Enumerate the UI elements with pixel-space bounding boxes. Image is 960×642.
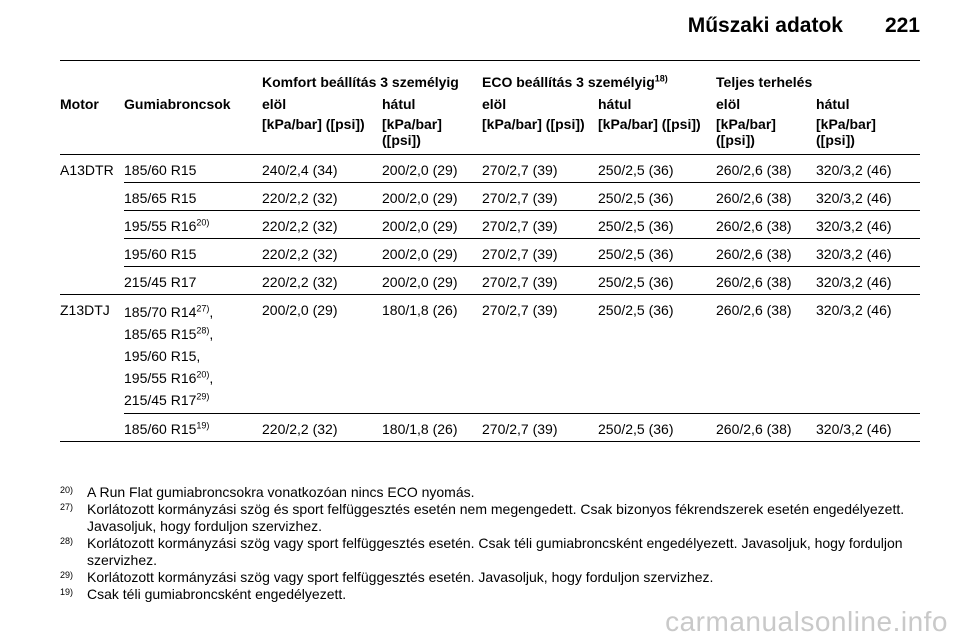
sub-header-row: [60, 96, 920, 116]
value-cell: 200/2,0 (29): [382, 266, 482, 294]
unit-header: [kPa/bar] ([psi]): [262, 116, 365, 132]
unit-header: [kPa/bar] ([psi]): [482, 116, 585, 132]
value-cell: 270/2,7 (39): [482, 413, 598, 441]
unit-header: [kPa/bar] ([psi]): [816, 116, 876, 148]
value-cell: 270/2,7 (39): [482, 210, 598, 238]
value-cell: 270/2,7 (39): [482, 154, 598, 182]
value-cell: 180/1,8 (26): [382, 294, 482, 413]
footnote-text: A Run Flat gumiabroncsokra vonatkozóan nincs ECO nyomás.: [87, 484, 475, 500]
footnote: [60, 569, 925, 586]
teljes-rear-header: hátul: [816, 96, 850, 112]
value-cell: 320/3,2 (46): [816, 210, 920, 238]
tyre-pressure-table: [60, 74, 920, 442]
footnote-text: Korlátozott kormányzási szög vagy sport felfüggesztés esetén. Javasoljuk, hogy forduljon szervizhez.: [87, 569, 714, 585]
tyre-line: 185/70 R14$^{27)}$,: [124, 302, 214, 320]
table-row: [60, 154, 920, 182]
footnote-mark: 28): [60, 536, 74, 546]
table-row: [60, 413, 920, 441]
eco-front-header: elöl: [482, 96, 507, 112]
footnote: [60, 586, 925, 603]
value-cell: 260/2,6 (38): [716, 294, 816, 413]
value-cell: 320/3,2 (46): [816, 413, 920, 441]
value-cell: 250/2,5 (36): [598, 210, 716, 238]
tyre-cell: 215/45 R17: [124, 266, 262, 294]
tyre-line: 195/60 R15,: [124, 347, 201, 364]
value-cell: 250/2,5 (36): [598, 413, 716, 441]
komfort-rear-header: hátul: [382, 96, 416, 112]
footnote: [60, 501, 925, 535]
unit-header: [kPa/bar] ([psi]): [716, 116, 776, 148]
footnote-text: Korlátozott kormányzási szög és sport felfüggesztés esetén nem megengedett. Csak bizonyos fékrendszerek esetén engedélyezett. Javasoljuk, hogy forduljon szervizhez.: [87, 501, 905, 534]
value-cell: 320/3,2 (46): [816, 238, 920, 266]
footnote: [60, 535, 925, 569]
value-cell: 260/2,6 (38): [716, 210, 816, 238]
value-cell: 200/2,0 (29): [382, 210, 482, 238]
value-cell: 220/2,2 (32): [262, 238, 382, 266]
tyre-line: 195/55 R16$^{20)}$,: [124, 368, 214, 386]
footnote: [60, 484, 925, 501]
value-cell: 260/2,6 (38): [716, 182, 816, 210]
footnote-ref: 20): [196, 368, 210, 379]
teljes-header: Teljes terhelés: [716, 74, 813, 90]
motor-cell: Z13DTJ: [60, 301, 110, 318]
value-cell: 240/2,4 (34): [262, 154, 382, 182]
footnote-mark: 19): [60, 587, 74, 597]
value-cell: 270/2,7 (39): [482, 182, 598, 210]
page-title: Műszaki adatok: [687, 14, 843, 37]
table-body: [60, 154, 920, 441]
tyre-cell: 195/55 R16$^{20)}$: [124, 210, 262, 238]
value-cell: 320/3,2 (46): [816, 154, 920, 182]
value-cell: 270/2,7 (39): [482, 294, 598, 413]
value-cell: 200/2,0 (29): [382, 154, 482, 182]
value-cell: 320/3,2 (46): [816, 294, 920, 413]
footnote-mark: 27): [60, 502, 74, 512]
value-cell: 260/2,6 (38): [716, 154, 816, 182]
table-row: [60, 238, 920, 266]
value-cell: 260/2,6 (38): [716, 413, 816, 441]
value-cell: 180/1,8 (26): [382, 413, 482, 441]
value-cell: 220/2,2 (32): [262, 210, 382, 238]
tyre-cell: 185/60 R15: [124, 154, 262, 182]
value-cell: 320/3,2 (46): [816, 266, 920, 294]
value-cell: 200/2,0 (29): [382, 238, 482, 266]
footnote-ref: 20): [196, 216, 210, 227]
tyre-line: 185/65 R15$^{28)}$,: [124, 324, 214, 342]
value-cell: 200/2,0 (29): [382, 182, 482, 210]
footnote-mark: 29): [60, 570, 74, 580]
komfort-header: Komfort beállítás 3 személyig: [262, 74, 459, 90]
tyres-header: Gumiabroncsok: [124, 96, 231, 112]
komfort-front-header: elöl: [262, 96, 287, 112]
eco-header: ECO beállítás 3 személyig$^{18)}$: [482, 73, 668, 90]
tyre-cell: 195/60 R15: [124, 238, 262, 266]
value-cell: 250/2,5 (36): [598, 266, 716, 294]
value-cell: 320/3,2 (46): [816, 182, 920, 210]
header-divider: [60, 60, 920, 61]
tyre-line: 215/45 R17$^{29)}$: [124, 390, 210, 408]
footnote-ref: 27): [196, 302, 210, 313]
value-cell: 250/2,5 (36): [598, 294, 716, 413]
footnote-text: Korlátozott kormányzási szög vagy sport felfüggesztés esetén. Csak téli gumiabroncsként engedélyezett. Javasoljuk, hogy forduljon szervizhez.: [87, 535, 903, 568]
footnotes: [60, 484, 925, 603]
teljes-front-header: elöl: [716, 96, 741, 112]
table-row: [60, 294, 920, 413]
tyre-cell: 185/60 R15$^{19)}$: [124, 413, 262, 441]
value-cell: 260/2,6 (38): [716, 266, 816, 294]
value-cell: 270/2,7 (39): [482, 266, 598, 294]
tyre-cell: 185/65 R15: [124, 182, 262, 210]
value-cell: 220/2,2 (32): [262, 266, 382, 294]
value-cell: 220/2,2 (32): [262, 413, 382, 441]
tyre-list-cell: [124, 294, 262, 413]
value-cell: 250/2,5 (36): [598, 154, 716, 182]
eco-rear-header: hátul: [598, 96, 632, 112]
value-cell: 200/2,0 (29): [262, 294, 382, 413]
page-number: 221: [884, 14, 920, 37]
value-cell: 260/2,6 (38): [716, 238, 816, 266]
watermark: carmanualsonline.info: [665, 606, 948, 637]
footnote-ref: 28): [196, 324, 210, 335]
unit-header: [kPa/bar] ([psi]): [382, 116, 442, 148]
unit-header: [kPa/bar] ([psi]): [598, 116, 701, 132]
unit-header-row: [60, 116, 920, 154]
group-header-row: [60, 74, 920, 96]
table-row: [60, 182, 920, 210]
footnote-mark: 20): [60, 485, 74, 495]
value-cell: 250/2,5 (36): [598, 182, 716, 210]
eco-footnote-ref: 18): [654, 73, 668, 84]
footnote-text: Csak téli gumiabroncsként engedélyezett.: [87, 586, 347, 602]
footnote-ref: 29): [196, 390, 210, 401]
page-header: [688, 14, 920, 48]
footnote-ref: 19): [196, 419, 210, 430]
value-cell: 250/2,5 (36): [598, 238, 716, 266]
motor-header: Motor: [60, 96, 99, 112]
table-row: [60, 210, 920, 238]
value-cell: 220/2,2 (32): [262, 182, 382, 210]
value-cell: 270/2,7 (39): [482, 238, 598, 266]
table-row: [60, 266, 920, 294]
motor-cell: A13DTR: [60, 161, 114, 178]
